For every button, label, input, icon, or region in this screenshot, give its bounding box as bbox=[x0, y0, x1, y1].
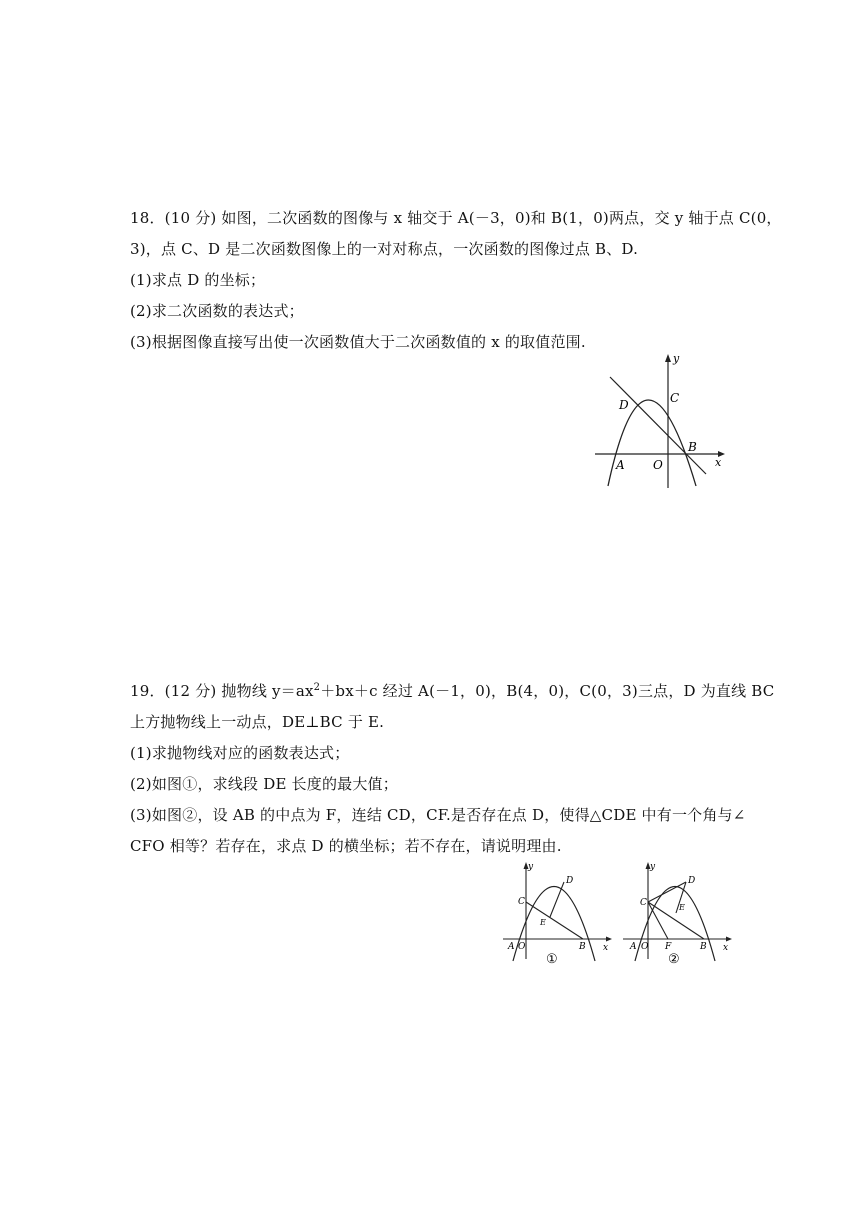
fig2-label-c: C bbox=[640, 898, 647, 908]
q19-exponent: 2 bbox=[313, 682, 321, 693]
q19-figure-1 bbox=[500, 855, 615, 970]
q19-figure-2 bbox=[620, 855, 735, 970]
q19-part-3-cont: CFO 相等？若存在，求点 D 的横坐标；若不存在，请说明理由. bbox=[130, 837, 562, 855]
fig2-label-x: x bbox=[723, 943, 729, 953]
fig1-label-e: E bbox=[540, 918, 546, 927]
fig2-label-f: F bbox=[665, 942, 672, 952]
q19-line-1 bbox=[130, 681, 774, 701]
fig2-label-e: E bbox=[679, 903, 685, 912]
fig1-label-c: C bbox=[518, 897, 525, 907]
fig2-label-o: O bbox=[641, 942, 649, 952]
q19-part-2: (2)如图①，求线段 DE 长度的最大值； bbox=[130, 775, 398, 793]
q18-label-o: O bbox=[653, 458, 663, 472]
q19-line-1-end: ＋bx＋c 经过 A(－1，0)，B(4，0)，C(0，3)三点，D 为直线 BC bbox=[320, 682, 775, 700]
fig2-label-b: B bbox=[700, 942, 707, 952]
fig1-label-d: D bbox=[566, 876, 574, 886]
fig2-caption: ② bbox=[668, 952, 680, 967]
q18-part-1: (1)求点 D 的坐标； bbox=[130, 271, 266, 289]
q18-label-x: x bbox=[715, 456, 722, 469]
fig1-label-y: y bbox=[528, 862, 534, 872]
fig1-caption: ① bbox=[546, 952, 558, 967]
q19-line-2: 上方抛物线上一动点，DE⊥BC 于 E. bbox=[130, 713, 385, 731]
fig1-label-o: O bbox=[518, 942, 526, 952]
q19-part-3: (3)如图②，设 AB 的中点为 F，连结 CD，CF.是否存在点 D，使得△CDE 中有一个角与∠ bbox=[130, 806, 746, 824]
q18-label-d: D bbox=[619, 398, 629, 412]
q18-part-3: (3)根据图像直接写出使一次函数值大于二次函数值的 x 的取值范围. bbox=[130, 333, 586, 351]
q18-part-2: (2)求二次函数的表达式； bbox=[130, 302, 304, 320]
fig2-label-y: y bbox=[650, 862, 656, 872]
q19-part-1: (1)求抛物线对应的函数表达式； bbox=[130, 744, 350, 762]
q18-figure bbox=[590, 350, 740, 490]
q18-label-b: B bbox=[688, 440, 697, 454]
q18-label-y: y bbox=[673, 352, 680, 365]
fig2-label-a: A bbox=[630, 942, 637, 952]
q18-line-1: 18．(10 分) 如图，二次函数的图像与 x 轴交于 A(－3，0)和 B(1，0)两点，交 y 轴于点 C(0， bbox=[130, 209, 782, 227]
q18-label-a: A bbox=[616, 458, 625, 472]
q18-label-c: C bbox=[670, 391, 680, 405]
q19-line-1-start: 19．(12 分) 抛物线 y＝ax bbox=[130, 682, 314, 700]
fig1-label-b: B bbox=[579, 942, 586, 952]
fig1-label-a: A bbox=[508, 942, 515, 952]
fig2-label-d: D bbox=[688, 876, 696, 886]
fig1-label-x: x bbox=[603, 943, 609, 953]
q18-line-2: 3)，点 C、D 是二次函数图像上的一对对称点，一次函数的图像过点 B、D. bbox=[130, 240, 639, 258]
